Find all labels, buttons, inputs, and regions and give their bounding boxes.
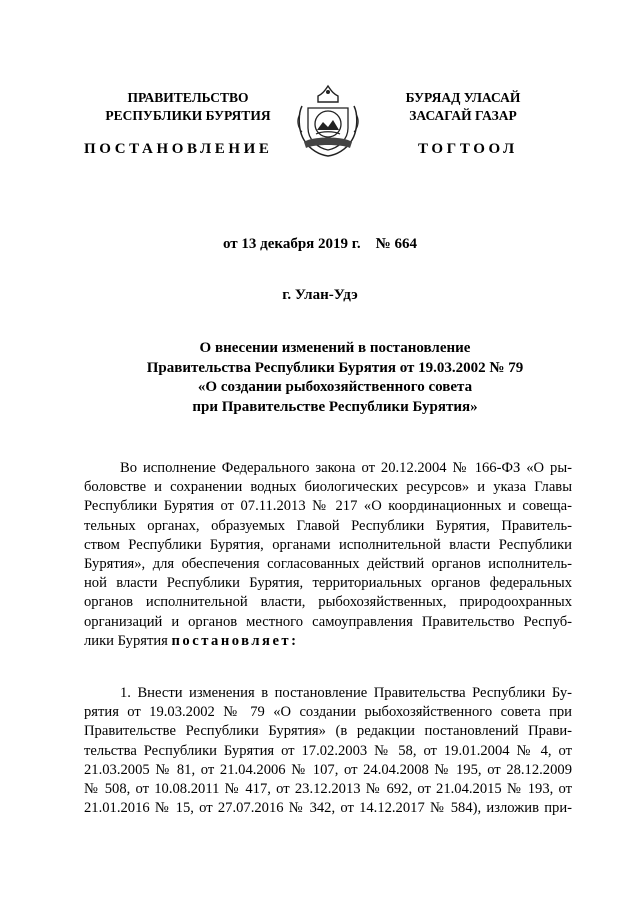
header-right [388, 89, 538, 125]
paragraph-line: Правительстве Республики Бурятия» (в редакции постановлений Прави- [84, 723, 572, 740]
paragraph-line: 1. Внести изменения в постановление Правительства Республики Бу- [120, 685, 572, 701]
paragraph-line: рятия от 19.03.2002 № 79 «О создании рыбохозяйственного совета при [84, 704, 572, 721]
header-left [88, 89, 288, 125]
header-right-line-2: ЗАСАГАЙ ГАЗАР [409, 108, 517, 123]
paragraph-line: организаций и органов местного самоуправления Правительство Респуб- [84, 613, 572, 630]
paragraph-line: Во исполнение Федерального закона от 20.12.2004 № 166-ФЗ «О ры- [120, 460, 572, 476]
paragraph-last-prefix: лики Бурятия [84, 632, 172, 649]
paragraph-line: тельных органах, образуемых Главой Республики Бурятия, Правитель- [84, 517, 572, 534]
paragraph-line: 21.01.2016 № 15, от 27.07.2016 № 342, от 14.12.2017 № 584), изложив при- [84, 800, 572, 817]
header-right-line-1: БУРЯАД УЛАСАЙ [405, 90, 521, 105]
paragraph-line: 21.03.2005 № 81, от 21.04.2006 № 107, от 24.04.2008 № 195, от 28.12.2009 [84, 761, 572, 778]
paragraph-line: № 508, от 10.08.2011 № 417, от 23.12.2013 № 692, от 21.04.2015 № 193, от [84, 781, 572, 798]
doctype-russian: ПОСТАНОВЛЕНИЕ [84, 141, 273, 157]
title-line: при Правительстве Республики Бурятия» [192, 398, 478, 415]
paragraph-preamble [84, 459, 572, 651]
paragraph-line: тельства Республики Бурятия от 17.02.2003 № 58, от 19.01.2004 № 4, от [84, 742, 572, 759]
title-line: «О создании рыбохозяйственного совета [197, 379, 473, 395]
paragraph-item-1 [84, 684, 572, 818]
city: г. Улан-Удэ [282, 287, 358, 303]
title-line: Правительства Республики Бурятия от 19.03.2002 № 79 [146, 359, 524, 376]
document-title [80, 339, 590, 417]
date-and-number: от 13 декабря 2019 г. № 664 [223, 236, 417, 252]
paragraph-line: боловстве и сохранении водных биологических ресурсов» и указа Главы [84, 479, 572, 496]
header-left-line-2: РЕСПУБЛИКИ БУРЯТИЯ [105, 108, 271, 123]
paragraph-line-last [84, 632, 572, 651]
title-line: О внесении изменений в постановление [199, 340, 471, 356]
paragraph-line: ством Республики Бурятия, органами исполнительной власти Республики [84, 536, 572, 553]
paragraph-line: ной власти Республики Бурятия, территориальных органов федеральных [84, 575, 572, 592]
paragraph-line: Республики Бурятия от 07.11.2013 № 217 «О координационных и совеща- [84, 498, 572, 515]
coat-of-arms-icon [296, 84, 360, 158]
header-left-line-1: ПРАВИТЕЛЬСТВО [127, 90, 249, 105]
paragraph-line: органов исполнительной власти, рыбохозяйственных, природоохранных [84, 594, 572, 611]
doctype-buryat: ТОГТООЛ [418, 141, 518, 157]
paragraph-line: Бурятия», для обеспечения согласованных действий органов исполнитель- [84, 556, 572, 573]
resolution-word: постановляет: [171, 632, 299, 649]
